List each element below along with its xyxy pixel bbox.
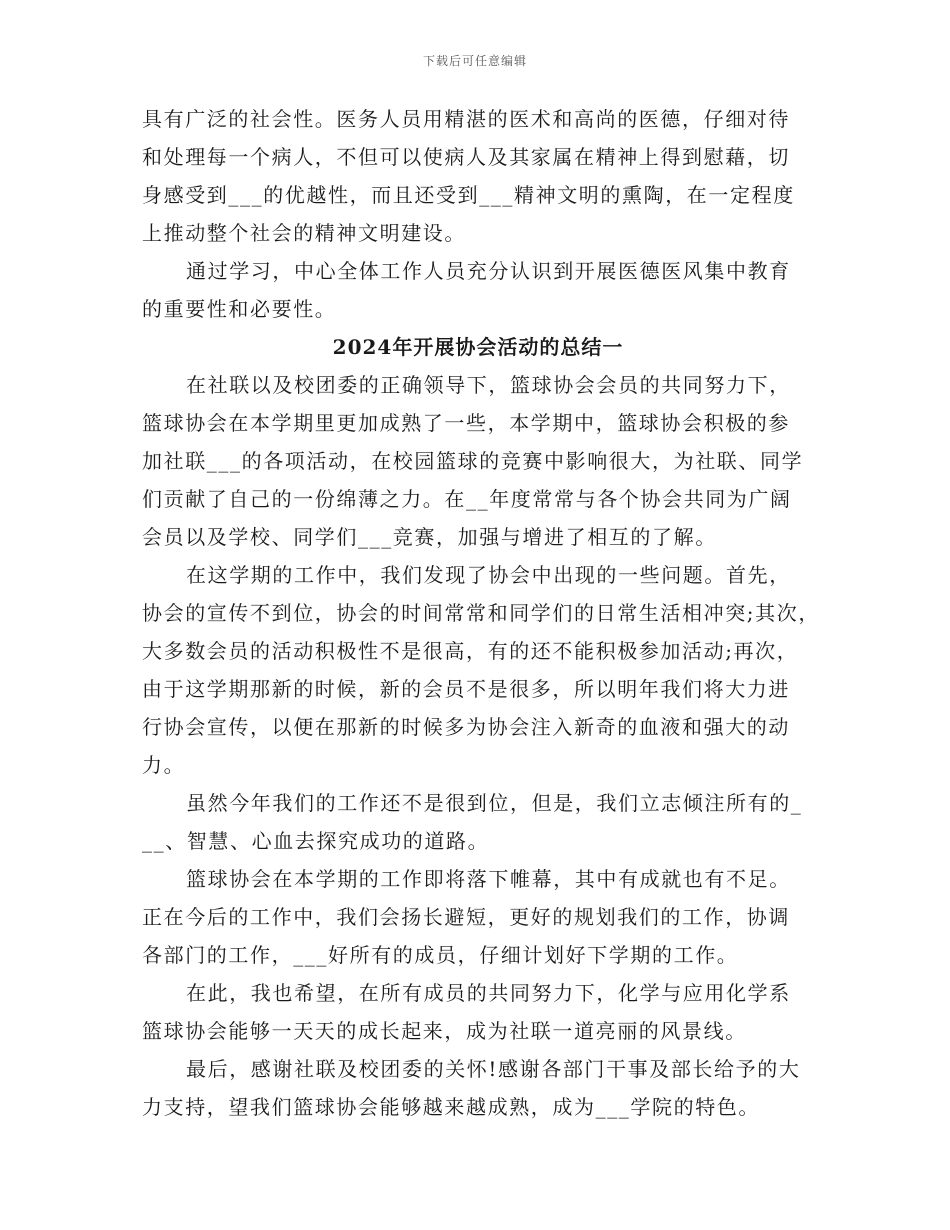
text-line: 篮球协会能够一天天的成长起来，成为社联一道亮丽的风景线。 [142,1019,747,1043]
text-line: 身感受到___的优越性，而且还受到___精神文明的熏陶，在一定程度 [142,183,795,207]
text-line: 会员以及学校、同学们___竞赛，加强与增进了相互的了解。 [142,525,717,549]
text-line: 各部门的工作，___好所有的成员，仔细计划好下学期的工作。 [142,943,739,967]
text-line: 由于这学期那新的时候，新的会员不是很多，所以明年我们将大力进 [142,677,790,701]
text-line: 力。 [142,753,186,777]
text-line: 具有广泛的社会性。医务人员用精湛的医术和高尚的医德，仔细对待 [142,107,790,131]
text-line: 行协会宣传，以便在那新的时候多为协会注入新奇的血液和强大的动 [142,715,790,739]
text-line: 正在今后的工作中，我们会扬长避短，更好的规划我们的工作，协调 [142,905,790,929]
section-title: 2024年开展协会活动的总结一 [332,335,624,359]
paragraph-start-line: 最后，感谢社联及校团委的关怀!感谢各部门干事及部长给予的大 [186,1057,801,1081]
text-line: 协会的宣传不到位，协会的时间常常和同学们的日常生活相冲突;其次， [142,601,820,625]
text-line: 篮球协会在本学期里更加成熟了一些，本学期中，篮球协会积极的参 [142,411,790,435]
text-line: 大多数会员的活动积极性不是很高，有的还不能积极参加活动;再次， [142,639,799,663]
text-line: __、智慧、心血去探究成功的道路。 [142,829,490,853]
text-line: 的重要性和必要性。 [142,297,337,321]
paragraph-start-line: 在社联以及校团委的正确领导下，篮球协会会员的共同努力下， [186,373,791,397]
paragraph-start-line: 在这学期的工作中，我们发现了协会中出现的一些问题。首先， [186,563,791,587]
paragraph-start-line: 通过学习，中心全体工作人员充分认识到开展医德医风集中教育 [186,259,791,283]
paragraph-start-line: 在此，我也希望，在所有成员的共同努力下，化学与应用化学系 [186,981,791,1005]
paragraph-start-line: 篮球协会在本学期的工作即将落下帷幕，其中有成就也有不足。 [186,867,791,891]
header-note: 下载后可任意编辑 [422,54,527,68]
paragraph-start-line: 虽然今年我们的工作还不是很到位，但是，我们立志倾注所有的_ [186,791,803,815]
text-line: 们贡献了自己的一份绵薄之力。在__年度常常与各个协会共同为广阔 [142,487,792,511]
text-line: 和处理每一个病人，不但可以使病人及其家属在精神上得到慰藉，切 [142,145,790,169]
text-line: 加社联___的各项活动，在校园篮球的竞赛中影响很大，为社联、同学 [142,449,804,473]
text-line: 上推动整个社会的精神文明建设。 [142,221,466,245]
text-line: 力支持，望我们篮球协会能够越来越成熟，成为___学院的特色。 [142,1095,760,1119]
document-body [142,100,820,1126]
